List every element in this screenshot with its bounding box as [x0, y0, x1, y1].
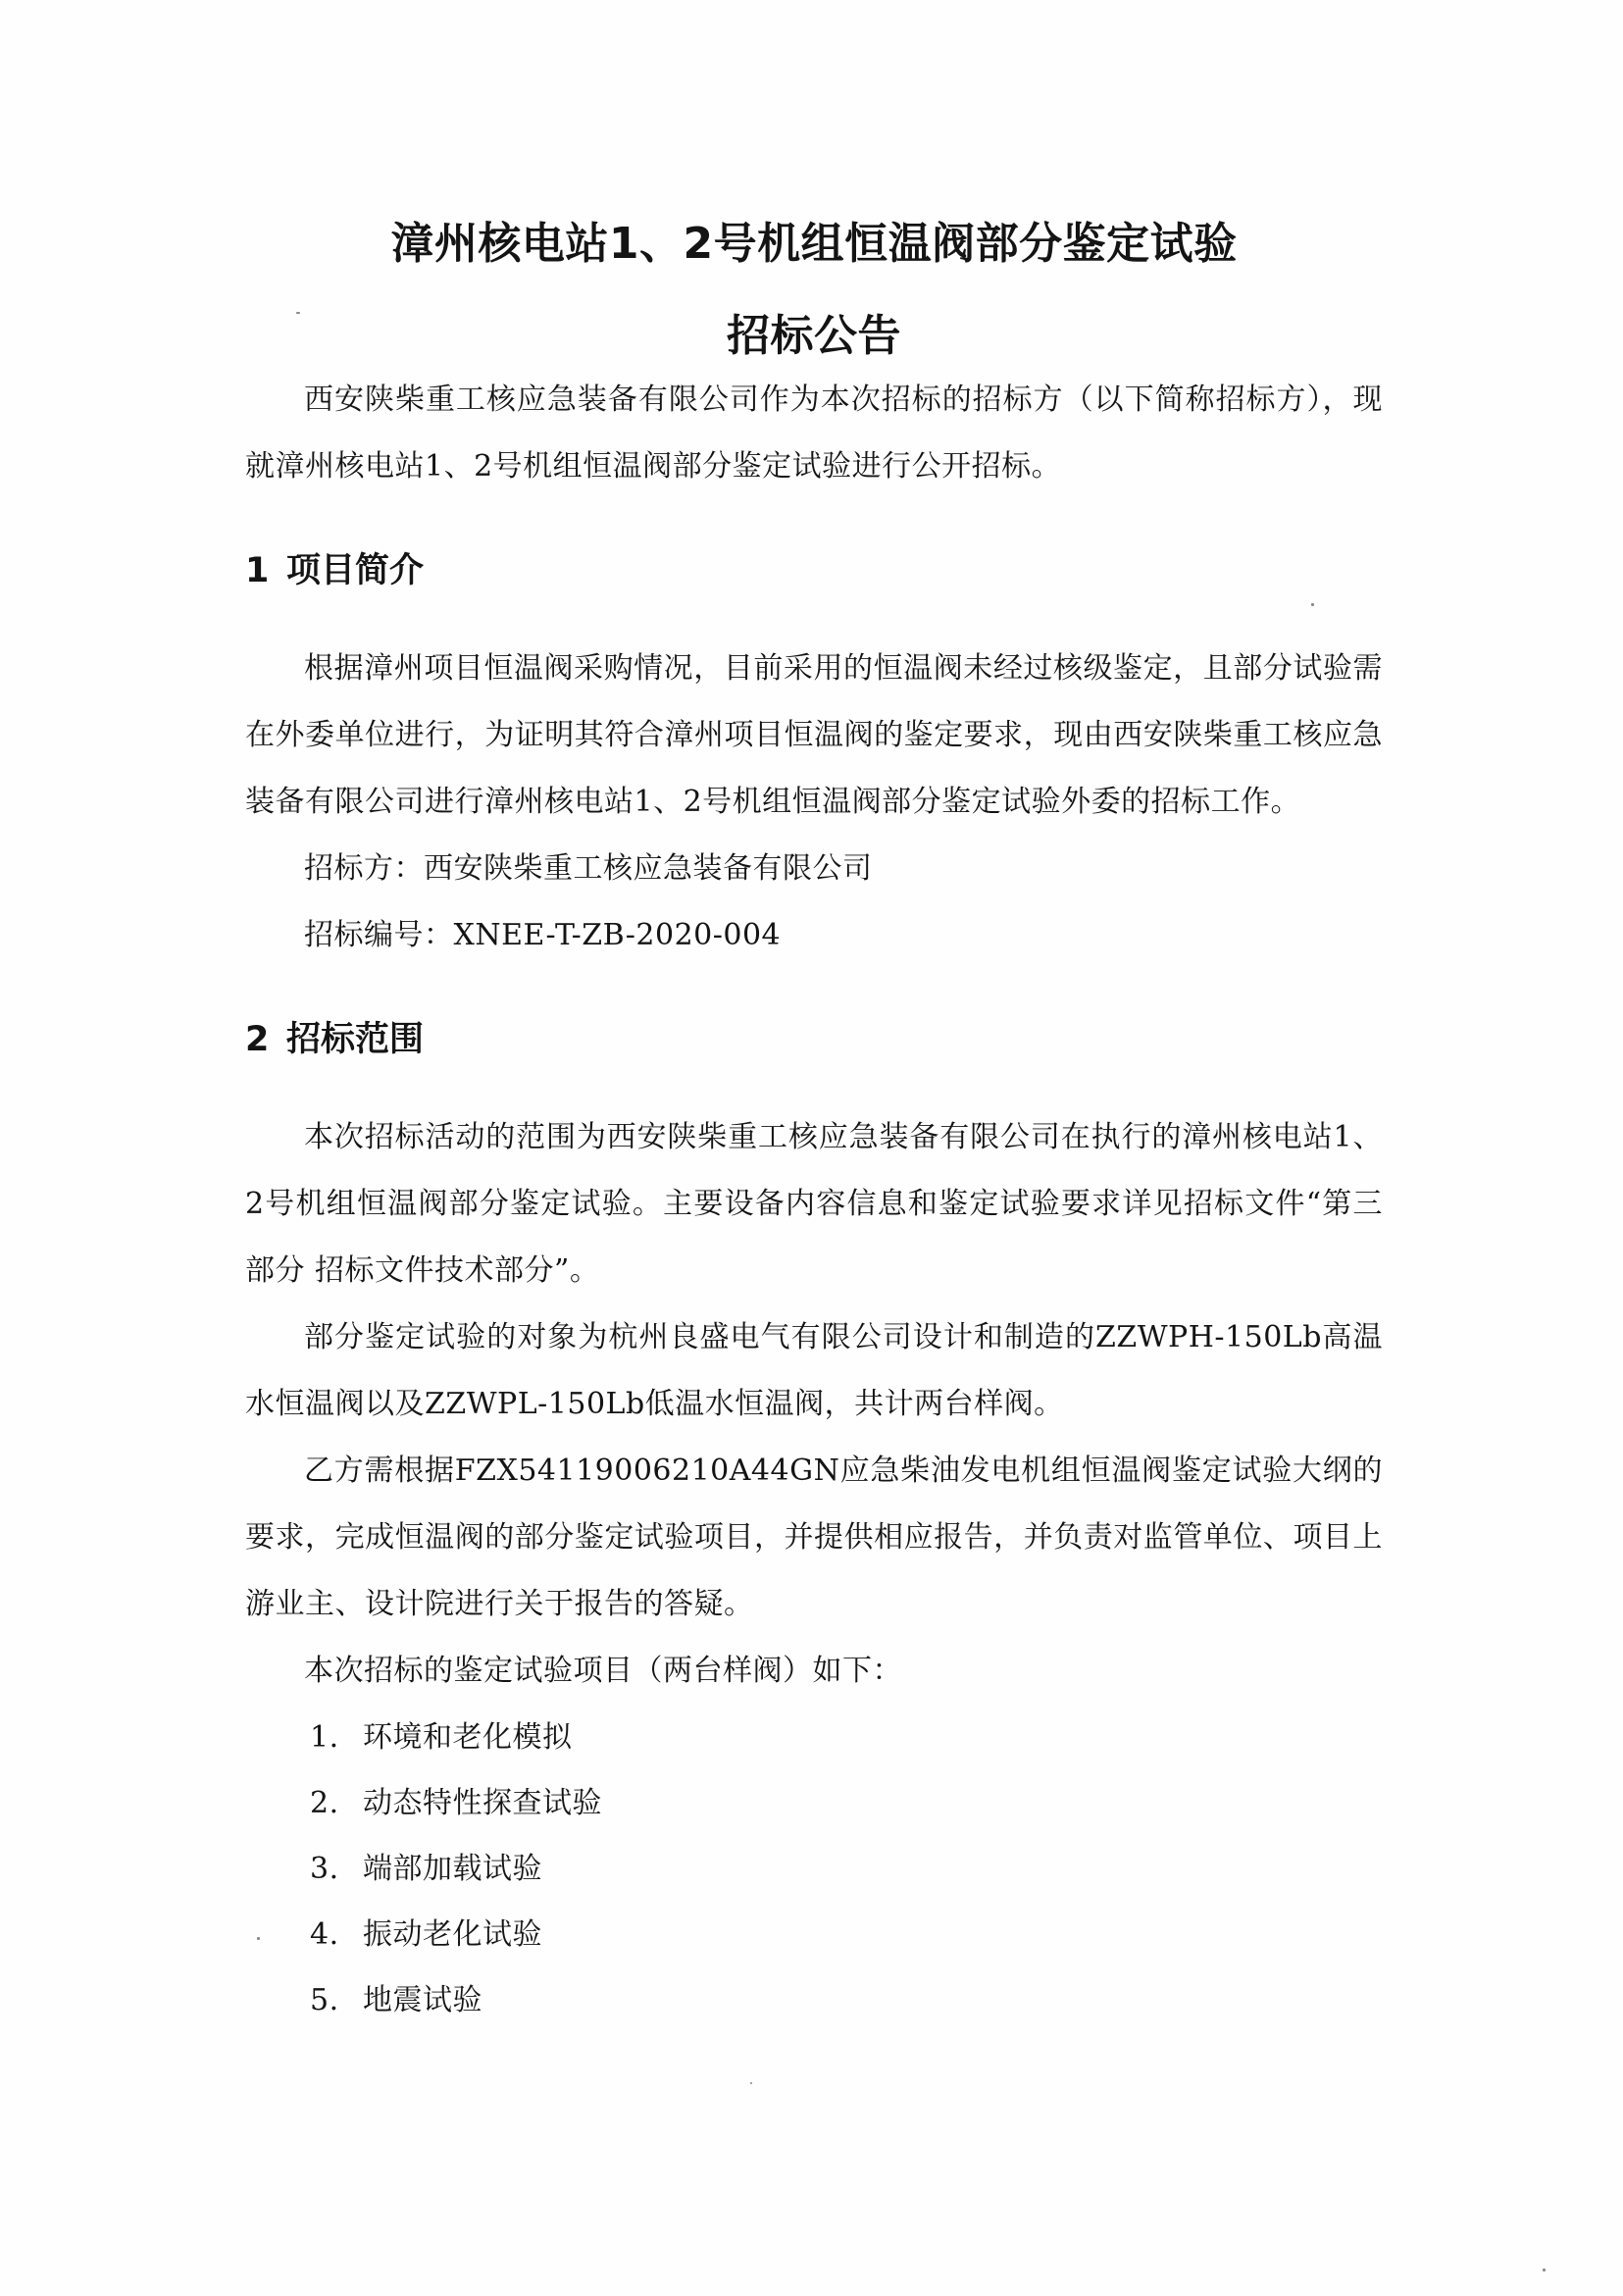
scan-speck [750, 2082, 752, 2084]
list-item-label: 动态特性探查试验 [363, 1786, 602, 1820]
list-item-number: 5. [310, 1983, 339, 2017]
test-object-paragraph: 部分鉴定试验的对象为杭州良盛电气有限公司设计和制造的ZZWPH-150Lb高温水恒温阀以及ZZWPL-150Lb低温水恒温阀，共计两台样阀。 [245, 1320, 1383, 1421]
list-item [245, 1705, 1383, 1770]
list-item-number: 4. [310, 1917, 339, 1952]
requirements-paragraph: 乙方需根据FZX54119006210A44GN应急柴油发电机组恒温阀鉴定试验大纲的要求，完成恒温阀的部分鉴定试验项目，并提供相应报告，并负责对监管单位、项目上游业主、设计院进行关于报告的答疑。 [245, 1454, 1383, 1621]
scan-speck [1543, 2269, 1546, 2271]
list-item [245, 1836, 1383, 1902]
section-title: 招标范围 [286, 1020, 425, 1059]
list-item-label: 振动老化试验 [363, 1917, 542, 1952]
list-item-number: 3. [310, 1852, 339, 1886]
section-2-heading [245, 1012, 1383, 1061]
section-number: 2 [245, 1020, 270, 1059]
list-item-number: 1. [310, 1720, 339, 1755]
scope-paragraph: 本次招标活动的范围为西安陕柴重工核应急装备有限公司在执行的漳州核电站1、2号机组恒温阀部分鉴定试验。主要设备内容信息和鉴定试验要求详见招标文件“第三部分 招标文件技术部分”。 [245, 1120, 1383, 1288]
document-title: 漳州核电站1、2号机组恒温阀部分鉴定试验 [390, 219, 1238, 269]
section-number: 1 [245, 551, 270, 590]
section-1-heading [245, 543, 1383, 592]
list-item [245, 1770, 1383, 1836]
list-item-label: 地震试验 [363, 1983, 482, 2017]
section-1-paragraph: 根据漳州项目恒温阀采购情况，目前采用的恒温阀未经过核级鉴定，且部分试验需在外委单位进行，为证明其符合漳州项目恒温阀的鉴定要求，现由西安陕柴重工核应急装备有限公司进行漳州核电站1、2号机组恒温阀部分鉴定试验外委的招标工作。 [245, 651, 1383, 819]
test-items-list [245, 1705, 1383, 2033]
list-item-label: 环境和老化模拟 [363, 1720, 573, 1755]
tenderer-line: 招标方：西安陕柴重工核应急装备有限公司 [304, 851, 873, 886]
list-item [245, 1902, 1383, 1967]
list-item-number: 2. [310, 1786, 339, 1820]
tender-number-line: 招标编号：XNEE-T-ZB-2020-004 [304, 918, 782, 952]
list-item-label: 端部加载试验 [363, 1852, 542, 1886]
document-subtitle: 招标公告 [727, 311, 901, 361]
section-title: 项目简介 [286, 551, 425, 590]
test-items-intro: 本次招标的鉴定试验项目（两台样阀）如下： [304, 1654, 902, 1688]
intro-paragraph: 西安陕柴重工核应急装备有限公司作为本次招标的招标方（以下简称招标方），现就漳州核电站1、2号机组恒温阀部分鉴定试验进行公开招标。 [245, 383, 1383, 484]
list-item [245, 1967, 1383, 2033]
document-body [245, 208, 1383, 2033]
